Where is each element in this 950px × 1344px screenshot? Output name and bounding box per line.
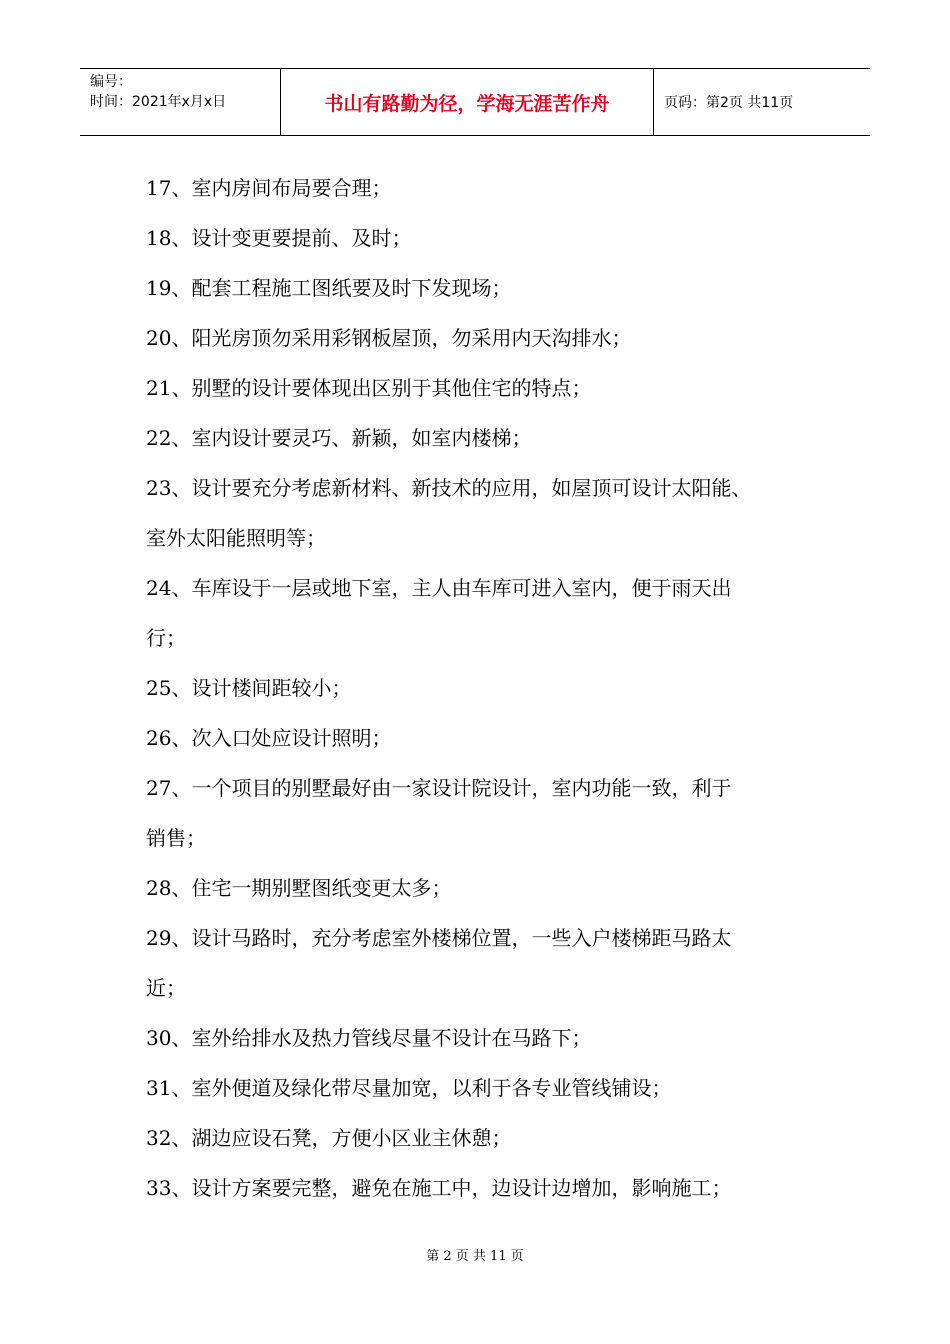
list-item (146, 263, 816, 313)
list-item (146, 213, 816, 263)
list-item (146, 663, 816, 713)
item-text: 17、室内房间布局要合理； (146, 176, 392, 200)
list-item (146, 163, 816, 213)
item-text: 26、次入口处应设计照明； (146, 726, 392, 750)
item-text: 18、设计变更要提前、及时； (146, 226, 412, 250)
item-text: 32、湖边应设石凳，方便小区业主休憩； (146, 1126, 512, 1150)
list-item (146, 863, 816, 913)
list-item (146, 563, 816, 663)
list-item (146, 313, 816, 363)
item-text: 27、一个项目的别墅最好由一家设计院设计，室内功能一致，利于 (146, 776, 732, 800)
item-text: 29、设计马路时，充分考虑室外楼梯位置，一些入户楼梯距马路太 (146, 926, 732, 950)
item-text: 19、配套工程施工图纸要及时下发现场； (146, 276, 512, 300)
time-label: 时间：2021年x月x日 (90, 94, 227, 110)
list-item (146, 363, 816, 413)
item-text: 28、住宅一期别墅图纸变更太多； (146, 876, 452, 900)
item-text-continued: 行； (146, 626, 186, 650)
list-item (146, 713, 816, 763)
list-item (146, 1013, 816, 1063)
header-meta (80, 69, 281, 135)
item-text: 22、室内设计要灵巧、新颖，如室内楼梯； (146, 426, 532, 450)
list-item (146, 763, 816, 863)
list-item (146, 413, 816, 463)
item-text: 24、车库设于一层或地下室，主人由车库可进入室内，便于雨天出 (146, 576, 732, 600)
item-text: 33、设计方案要完整，避免在施工中，边设计边增加，影响施工； (146, 1176, 732, 1200)
header-motto: 书山有路勤为径，学海无涯苦作舟 (281, 69, 654, 135)
item-text-continued: 销售； (146, 826, 206, 850)
list-item (146, 1163, 816, 1213)
page-header (80, 68, 870, 136)
item-text: 23、设计要充分考虑新材料、新技术的应用，如屋顶可设计太阳能、 (146, 476, 752, 500)
list-item (146, 913, 816, 1013)
item-text-continued: 近； (146, 976, 186, 1000)
list-item (146, 1063, 816, 1113)
item-text: 20、阳光房顶勿采用彩钢板屋顶，勿采用内天沟排水； (146, 326, 632, 350)
item-text-continued: 室外太阳能照明等； (146, 526, 326, 550)
list-item (146, 1113, 816, 1163)
list-item (146, 463, 816, 563)
header-page-info: 页码：第2页 共11页 (664, 95, 794, 111)
item-text: 30、室外给排水及热力管线尽量不设计在马路下； (146, 1026, 592, 1050)
document-body (146, 163, 816, 1213)
serial-label: 编号： (90, 74, 132, 90)
item-text: 25、设计楼间距较小； (146, 676, 352, 700)
item-text: 31、室外便道及绿化带尽量加宽，以利于各专业管线铺设； (146, 1076, 672, 1100)
item-text: 21、别墅的设计要体现出区别于其他住宅的特点； (146, 376, 592, 400)
page-footer: 第 2 页 共 11 页 (426, 1249, 524, 1264)
